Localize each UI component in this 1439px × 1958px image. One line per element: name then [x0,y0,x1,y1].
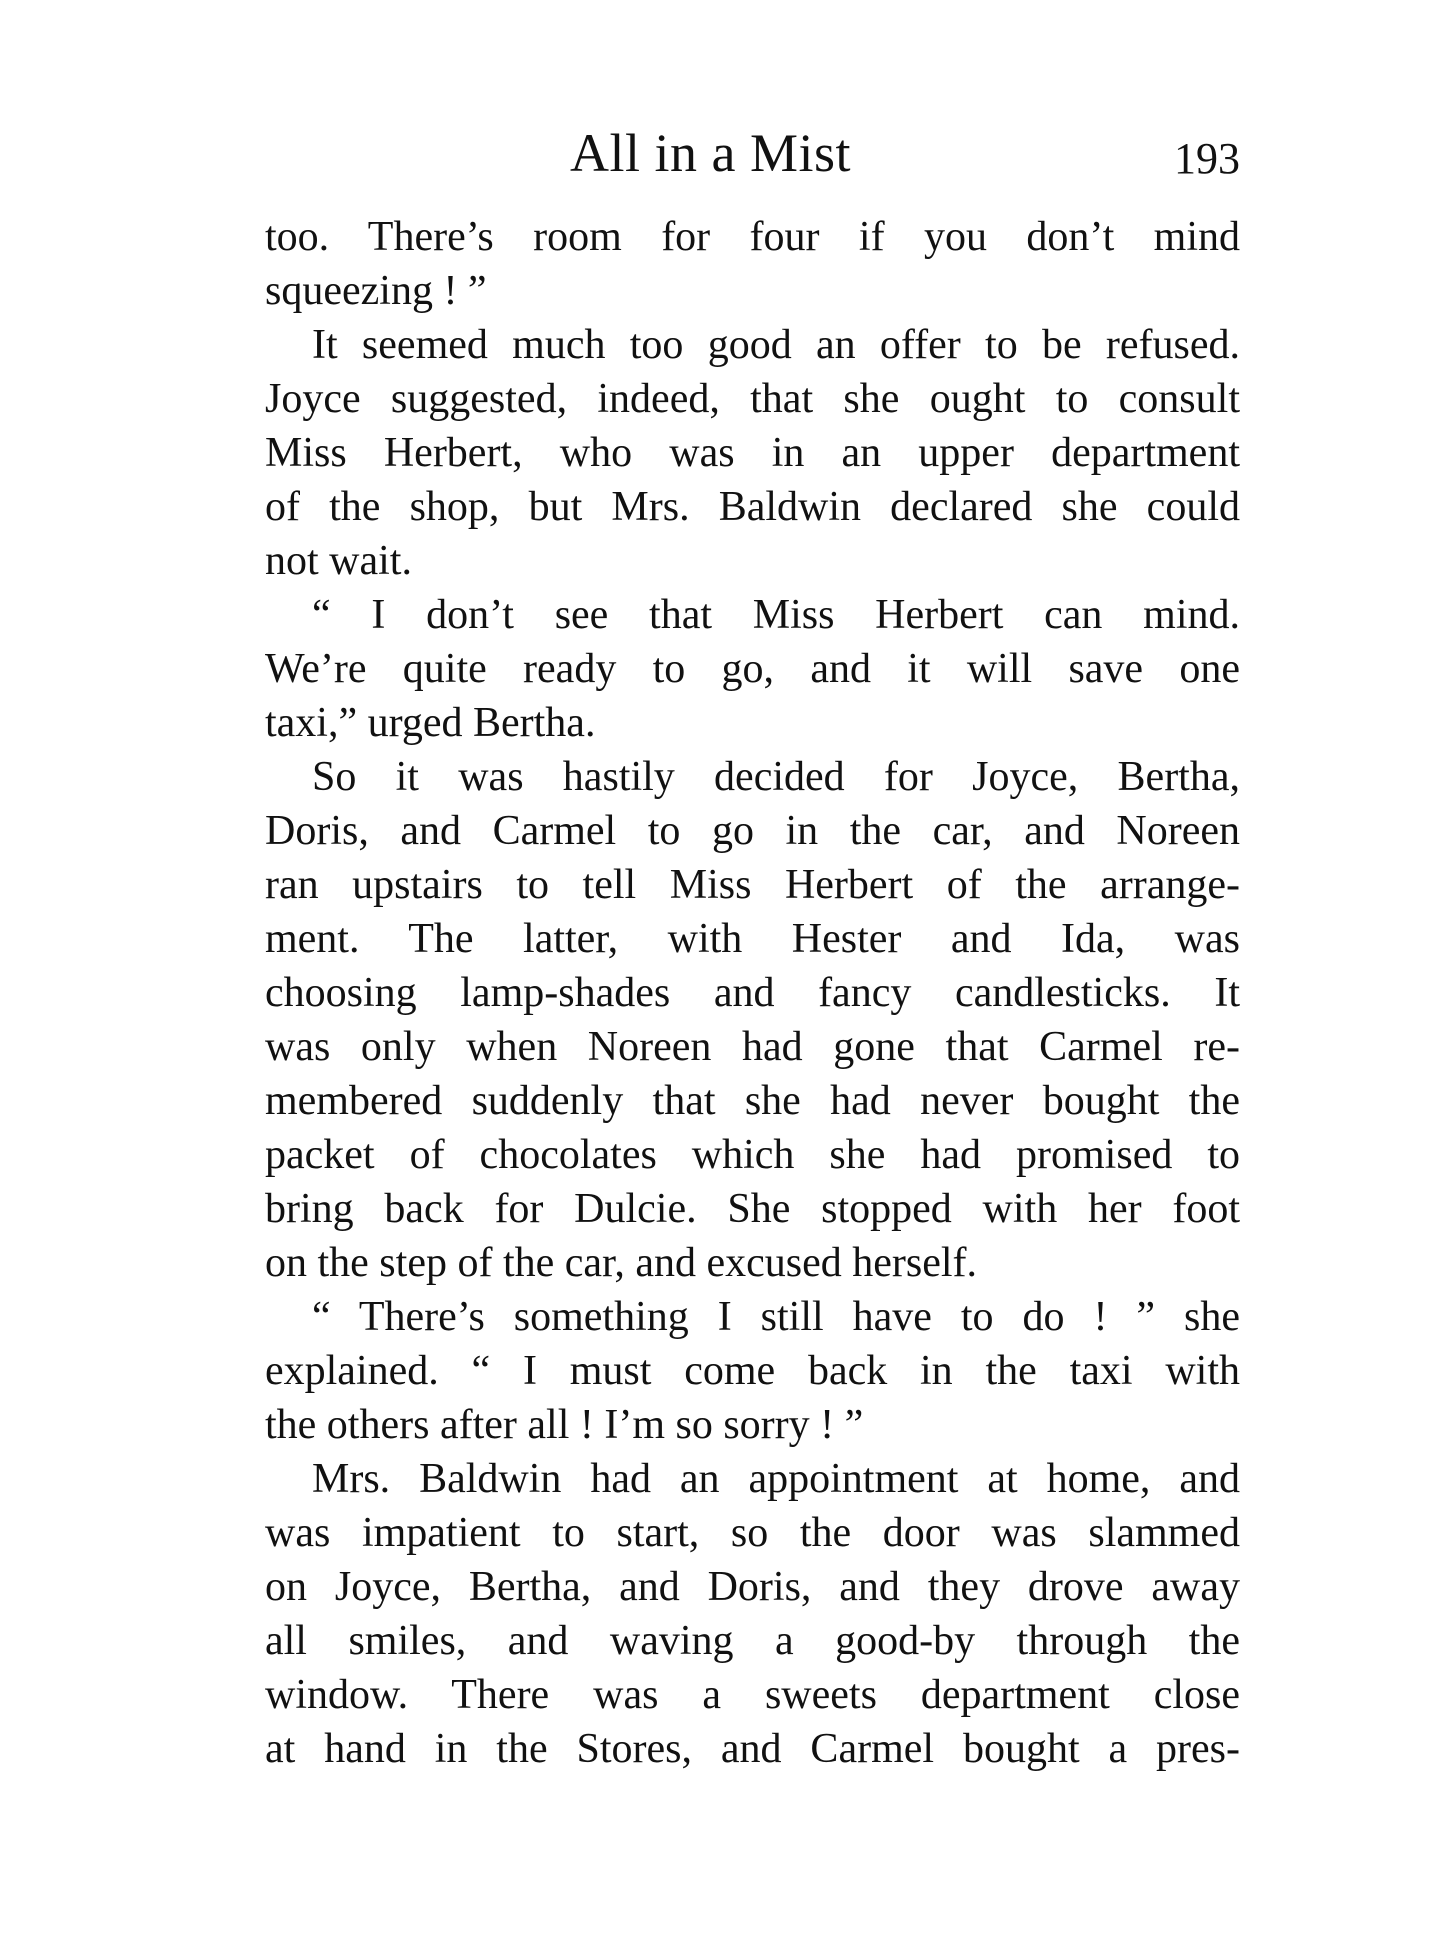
running-head [265,118,1240,188]
text-line: too. There’s room for four if you don’t mind [265,214,1240,260]
text-line: Joyce suggested, indeed, that she ought to consult [265,376,1240,422]
text-line: Mrs. Baldwin had an appointment at home, and [312,1456,1240,1502]
text-line: on Joyce, Bertha, and Doris, and they drove away [265,1564,1240,1610]
text-line: So it was hastily decided for Joyce, Bertha, [312,754,1240,800]
text-line: Doris, and Carmel to go in the car, and Noreen [265,808,1240,854]
text-line: packet of chocolates which she had promised to [265,1132,1240,1178]
text-line: We’re quite ready to go, and it will save one [265,646,1240,692]
text-line: taxi,” urged Bertha. [265,700,596,746]
text-line: all smiles, and waving a good-by through the [265,1618,1240,1664]
text-line: was impatient to start, so the door was slammed [265,1510,1240,1556]
text-line: of the shop, but Mrs. Baldwin declared she could [265,484,1240,530]
text-line: at hand in the Stores, and Carmel bought a pres- [265,1726,1240,1772]
text-line: explained. “ I must come back in the taxi with [265,1348,1240,1394]
text-line: not wait. [265,538,412,584]
body-text [265,210,1240,1776]
text-line: membered suddenly that she had never bought the [265,1078,1240,1124]
text-line: squeezing ! ” [265,268,487,314]
text-line: Miss Herbert, who was in an upper department [265,430,1240,476]
text-line: ran upstairs to tell Miss Herbert of the arrange- [265,862,1240,908]
text-line: was only when Noreen had gone that Carmel re- [265,1024,1240,1070]
page-number: 193 [1174,134,1240,183]
text-line: ment. The latter, with Hester and Ida, was [265,916,1240,962]
text-line: choosing lamp-shades and fancy candlesticks. It [265,970,1240,1016]
text-line: window. There was a sweets department close [265,1672,1240,1718]
text-line: It seemed much too good an offer to be refused. [312,322,1240,368]
text-line: on the step of the car, and excused herself. [265,1240,978,1286]
text-line: “ I don’t see that Miss Herbert can mind. [312,592,1240,638]
running-title: All in a Mist [570,123,852,183]
text-line: the others after all ! I’m so sorry ! ” [265,1402,864,1448]
text-line: “ There’s something I still have to do ! ” she [312,1294,1240,1340]
text-line: bring back for Dulcie. She stopped with her foot [265,1186,1240,1232]
